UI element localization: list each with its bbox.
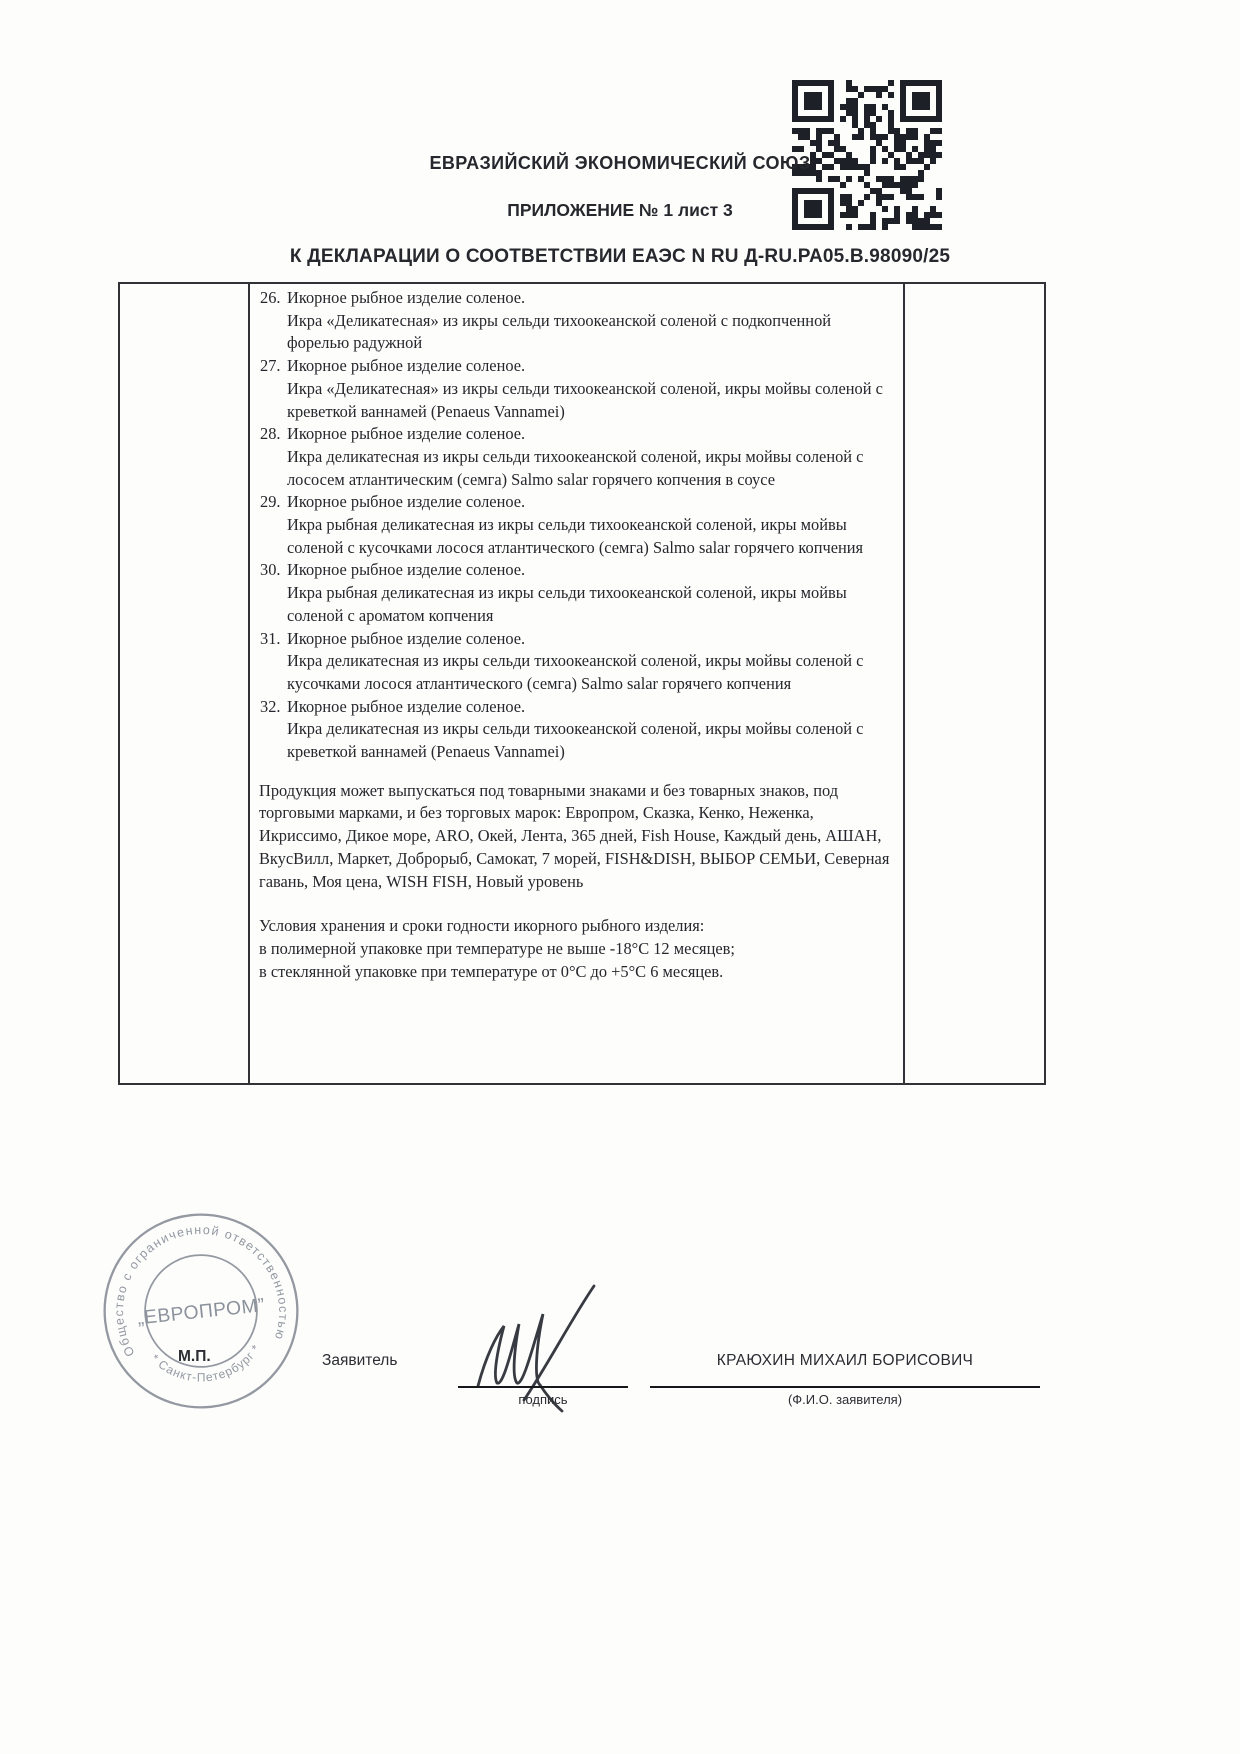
item-title: Икорное рыбное изделие соленое. xyxy=(287,356,526,376)
item-number: 27. xyxy=(260,356,281,376)
applicant-label: Заявитель xyxy=(322,1352,398,1369)
storage-conditions xyxy=(259,915,893,983)
item-number: 29. xyxy=(260,492,281,512)
table-column-content xyxy=(250,284,905,1083)
svg-text:Общество с ограниченной ответс xyxy=(103,1214,294,1360)
product-item xyxy=(259,696,893,764)
table-column-left xyxy=(120,284,250,1083)
document-header xyxy=(55,153,1185,268)
storage-line: в стеклянной упаковке при температуре от 0°С до +5°С 6 месяцев. xyxy=(259,961,724,981)
product-item xyxy=(259,559,893,627)
declaration-number-line: К ДЕКЛАРАЦИИ О СООТВЕТСТВИИ ЕАЭС N RU Д-RU.РА05.В.98090/25 xyxy=(289,246,951,267)
signature-caption: подпись xyxy=(518,1392,568,1407)
fio-line xyxy=(650,1386,1040,1388)
annex-line: ПРИЛОЖЕНИЕ № 1 лист 3 xyxy=(507,200,733,220)
storage-line: в полимерной упаковке при температуре не выше -18°С 12 месяцев; xyxy=(259,938,735,958)
item-description: Икра рыбная деликатесная из икры сельди тихоокеанской соленой, икры мойвы соленой с кусочками лосося атлантического (семга) Salmo salar горячего копчения xyxy=(287,515,864,557)
stamp-ring-text: Общество с ограниченной ответственностью xyxy=(112,1222,291,1359)
products-table xyxy=(118,282,1046,1085)
item-title: Икорное рыбное изделие соленое. xyxy=(287,628,526,648)
company-seal-icon xyxy=(85,1195,318,1428)
product-item xyxy=(259,491,893,559)
item-number: 28. xyxy=(260,424,281,444)
item-description: Икра «Деликатесная» из икры сельди тихоокеанской соленой, икры мойвы соленой с креветкой ваннамей (Penaeus Vannamei) xyxy=(287,378,883,421)
item-number: 31. xyxy=(260,628,281,648)
item-title: Икорное рыбное изделие соленое. xyxy=(287,696,526,716)
product-item xyxy=(259,628,893,696)
table-column-right xyxy=(905,284,1044,1083)
stamp-city-text: * Санкт-Петербург * xyxy=(147,1341,264,1385)
signature-line xyxy=(458,1386,628,1388)
item-title: Икорное рыбное изделие соленое. xyxy=(287,288,526,307)
storage-line: Условия хранения и сроки годности икорного рыбного изделия: xyxy=(259,916,705,936)
stamp-center-text: „ЕВРОПРОМ” xyxy=(136,1295,266,1330)
item-title: Икорное рыбное изделие соленое. xyxy=(287,424,526,444)
fio-caption: (Ф.И.О. заявителя) xyxy=(787,1392,903,1407)
eaeu-union-title: ЕВРАЗИЙСКИЙ ЭКОНОМИЧЕСКИЙ СОЮЗ xyxy=(429,153,811,173)
item-number: 26. xyxy=(260,288,281,307)
applicant-name: КРАЮХИН МИХАИЛ БОРИСОВИЧ xyxy=(716,1352,974,1369)
item-title: Икорное рыбное изделие соленое. xyxy=(287,560,526,580)
item-description: Икра рыбная деликатесная из икры сельди тихоокеанской соленой, икры мойвы соленой с ароматом копчения xyxy=(287,583,847,625)
item-description: Икра деликатесная из икры сельди тихоокеанской соленой, икры мойвы соленой с креветкой ваннамей (Penaeus Vannamei) xyxy=(287,719,864,762)
item-description: Икра деликатесная из икры сельди тихоокеанской соленой, икры мойвы соленой с лососем атлантическим (семга) Salmo salar горячего копчения в соусе xyxy=(287,446,864,489)
product-item xyxy=(259,423,893,491)
mp-label: М.П. xyxy=(178,1348,211,1365)
product-list xyxy=(259,287,893,764)
product-item xyxy=(259,355,893,423)
item-title: Икорное рыбное изделие соленое. xyxy=(287,492,526,512)
product-item xyxy=(259,287,893,355)
item-number: 30. xyxy=(260,560,281,580)
item-description: Икра «Деликатесная» из икры сельди тихоокеанской соленой с подкопченной форелью радужной xyxy=(287,310,832,353)
trademarks-paragraph: Продукция может выпускаться под товарными знаками и без товарных знаков, под торговыми марками, и без торговых марок: Европром, Сказка, Кенко, Неженка, Икриссимо, Дикое море, ARO, Окей, Лента, 365 дней, Fish House, Каждый день, АШАН, ВкусВилл, Маркет, Доброрыб, Самокат, 7 морей, FISH&DISH, ВЫБОР СЕМЬИ, Северная гавань, Моя цена, WISH FISH, Новый уровень xyxy=(259,780,890,891)
item-description: Икра деликатесная из икры сельди тихоокеанской соленой, икры мойвы соленой с кусочками лосося атлантического (семга) Salmo salar горячего копчения xyxy=(287,651,864,693)
item-number: 32. xyxy=(260,696,281,716)
